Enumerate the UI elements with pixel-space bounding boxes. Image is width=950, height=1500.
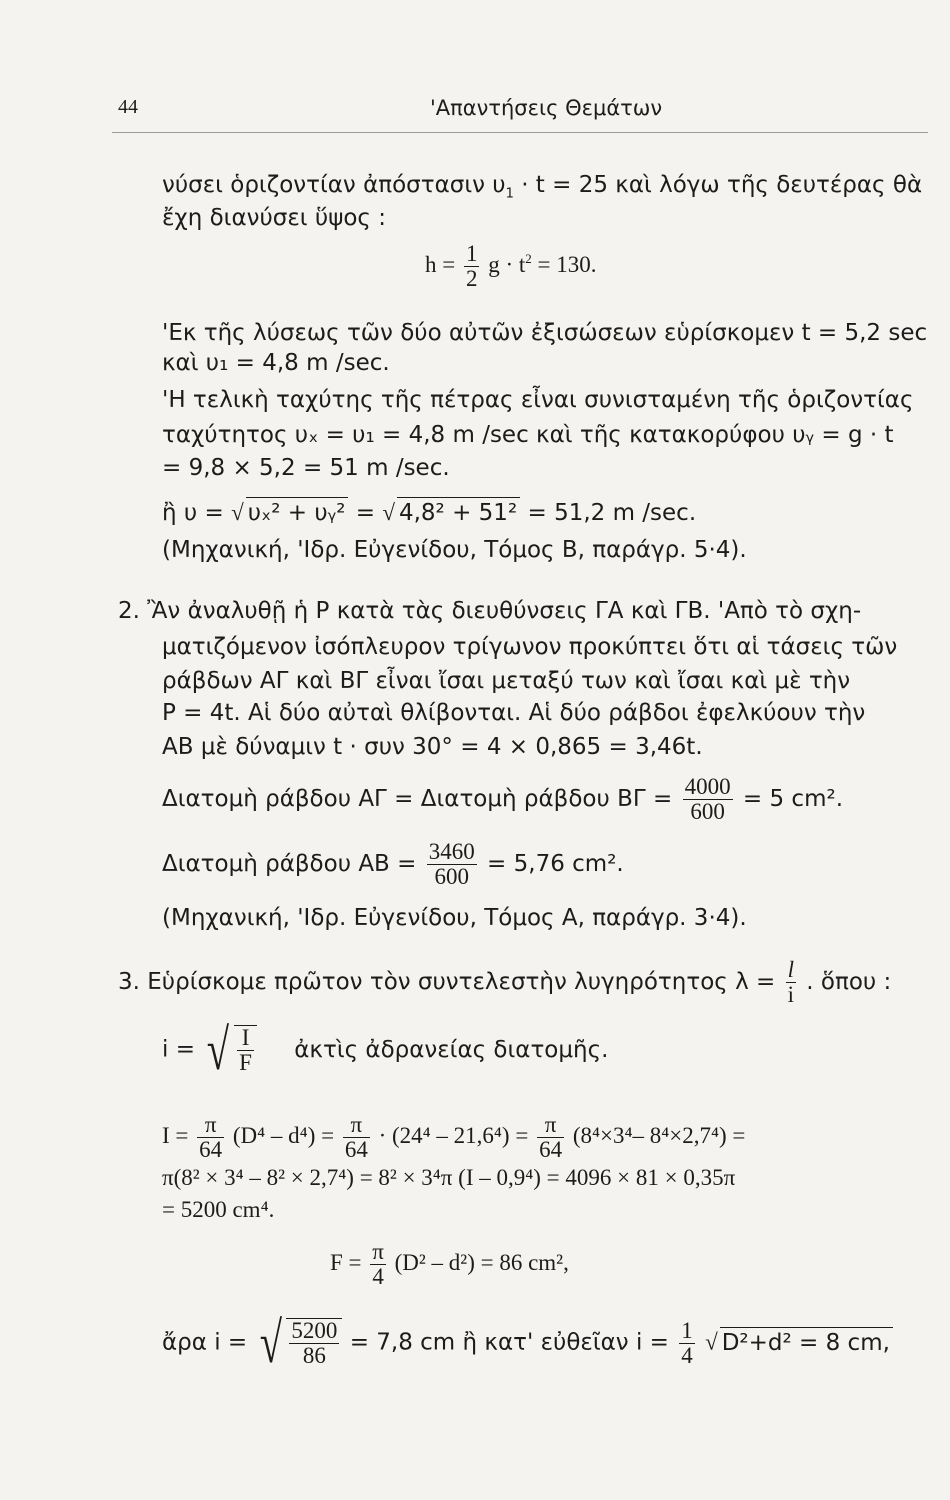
text-line: π(8² × 3⁴ – 8² × 2,7⁴) = 8² × 3⁴π (I – 0,9⁴) = 4096 × 81 × 0,35π bbox=[162, 1165, 736, 1190]
equation-velocity: ἢ υ = √ υₓ² + υᵧ² = √ 4,8² + 51² = 51,2 m /sec. bbox=[162, 497, 696, 528]
reference: (Μηχανική, 'Ιδρ. Εὐγενίδου, Τόμος Α, παράγρ. 3·4). bbox=[162, 905, 747, 931]
fraction: $\frac{I}{F}$ bbox=[239, 1025, 252, 1075]
fraction: $\frac{l}{i}$ bbox=[787, 957, 794, 1007]
header-rule bbox=[112, 132, 928, 133]
page-number: 44 bbox=[118, 96, 138, 118]
text-line: = 5200 cm⁴. bbox=[162, 1197, 275, 1222]
text-line: ταχύτητος υₓ = υ₁ = 4,8 m /sec καὶ τῆς κατακορύφου υᵧ = g · t bbox=[162, 422, 894, 448]
equation-i: i = √ $\frac{I}{F}$ ἀκτὶς ἀδρανείας διατομῆς. bbox=[162, 1017, 609, 1082]
text-line: 3. Εὑρίσκομε πρῶτον τὸν συντελεστὴν λυγηρότητος λ = $\frac{l}{i}$ . ὅπου : bbox=[118, 957, 892, 1007]
text-line: καὶ υ₁ = 4,8 m /sec. bbox=[162, 350, 390, 376]
fraction: $\frac{5200}{86}$ bbox=[291, 1318, 338, 1368]
text-line: ματιζόμενον ἰσόπλευρον τρίγωνον προκύπτει ὅτι αἱ τάσεις τῶν bbox=[162, 634, 898, 660]
equation-section-ag: Διατομὴ ράβδου ΑΓ = Διατομὴ ράβδου ΒΓ = $\frac{4000}{600}$ = 5 cm². bbox=[162, 774, 843, 824]
sqrt: D²+d² = 8 cm, bbox=[720, 1327, 893, 1358]
text-line: = 9,8 × 5,2 = 51 m /sec. bbox=[162, 455, 450, 481]
text-line: ἔχη διανύσει ὕψος : bbox=[162, 205, 386, 231]
fraction: $\frac{\pi}{4}$ bbox=[372, 1239, 384, 1289]
text-line: P = 4t. Αἱ δύο αὐταὶ θλίβονται. Αἱ δύο ράβδοι ἐφελκύουν τὴν bbox=[162, 700, 866, 726]
fraction: $\frac{\pi}{64}$ bbox=[344, 1112, 368, 1162]
sqrt: υₓ² + υᵧ² bbox=[246, 497, 349, 528]
equation-final: ἄρα i = √ $\frac{5200}{86}$ = 7,8 cm ἢ κατ' εὐθεῖαν i = $\frac{1}{4}$ √ D²+d² = 8 cm, bbox=[162, 1318, 893, 1368]
reference: (Μηχανική, 'Ιδρ. Εὐγενίδου, Τόμος Β, παράγρ. 5·4). bbox=[162, 537, 747, 563]
text-line: ράβδων ΑΓ καὶ ΒΓ εἶναι ἴσαι μεταξύ των καὶ ἴσαι καὶ μὲ τὴν bbox=[162, 668, 851, 694]
fraction: $\frac{4000}{600}$ bbox=[684, 774, 731, 824]
text-line: 'Εκ τῆς λύσεως τῶν δύο αὐτῶν ἐξισώσεων εὑρίσκομεν t = 5,2 sec bbox=[162, 320, 928, 346]
equation-inertia: I = $\frac{\pi}{64}$ (D⁴ – d⁴) = $\frac{\pi}{64}$ · (24⁴ – 21,6⁴) = $\frac{\pi}{64}$ (8⁴×3⁴– 8⁴×2,7⁴) = bbox=[162, 1112, 746, 1162]
equation-F: F = $\frac{\pi}{4}$ (D² – d²) = 86 cm², bbox=[330, 1239, 569, 1289]
equation-section-ab: Διατομὴ ράβδου ΑΒ = $\frac{3460}{600}$ = 5,76 cm². bbox=[162, 839, 624, 889]
running-title: 'Απαντήσεις Θεμάτων bbox=[430, 96, 663, 120]
equation-h: h = $\frac{1}{2}$ $g \cdot t^2 = 130$. bbox=[425, 241, 597, 291]
text-line: 'Η τελικὴ ταχύτης τῆς πέτρας εἶναι συνισταμένη τῆς ὁριζοντίας bbox=[162, 387, 914, 413]
sqrt: 4,8² + 51² bbox=[397, 497, 520, 528]
fraction: $\frac{1}{4}$ bbox=[681, 1317, 693, 1368]
fraction: $\frac{3460}{600}$ bbox=[428, 839, 475, 889]
text-line: νύσει ὁριζοντίαν ἀπόστασιν $\upsilon_1 \cdot t = 25$ καὶ λόγω τῆς δευτέρας θὰ bbox=[162, 172, 923, 202]
page-header bbox=[0, 96, 950, 126]
text-line: ΑΒ μὲ δύναμιν t · συν 30° = 4 × 0,865 = 3,46t. bbox=[162, 734, 703, 760]
text-line: 2. Ἂν ἀναλυθῇ ἡ P κατὰ τὰς διευθύνσεις ΓΑ καὶ ΓΒ. 'Απὸ τὸ σχη- bbox=[118, 598, 862, 624]
fraction: $\frac{1}{2}$ bbox=[465, 241, 478, 291]
fraction: $\frac{\pi}{64}$ bbox=[199, 1112, 223, 1162]
fraction: $\frac{\pi}{64}$ bbox=[539, 1112, 563, 1162]
